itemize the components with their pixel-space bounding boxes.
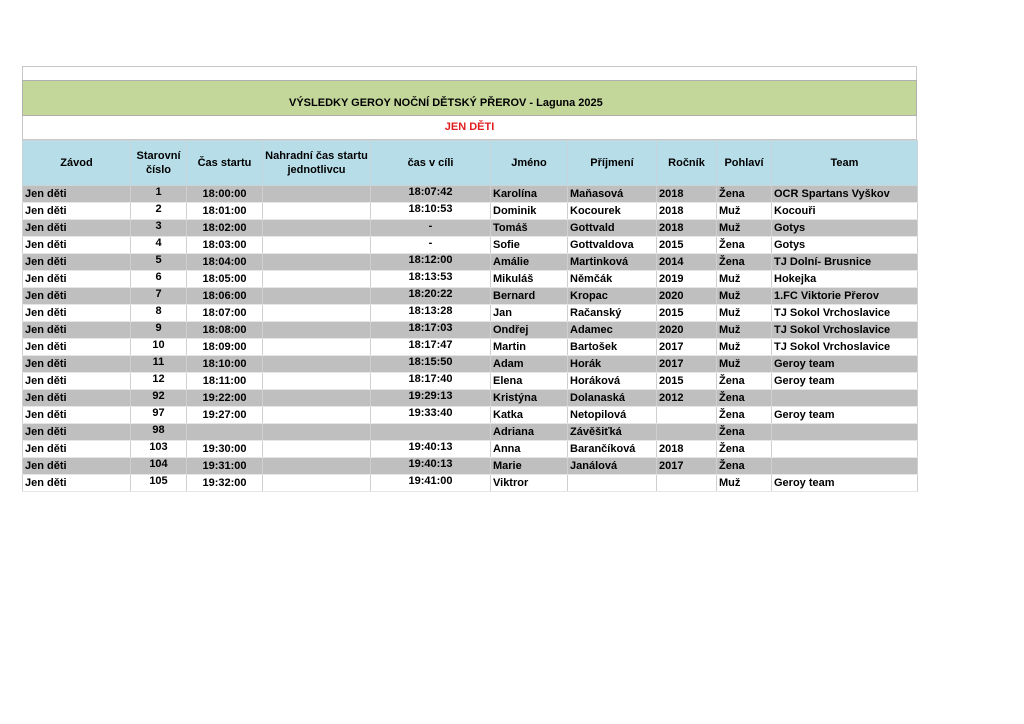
- table-row: [23, 305, 918, 322]
- cell-cislo: 2: [131, 203, 187, 220]
- cell-pohlavi: Muž: [717, 203, 772, 220]
- category-title: JEN DĚTI: [444, 121, 495, 133]
- cell-cas-v-cili: -: [371, 220, 491, 237]
- cell-cislo: 12: [131, 373, 187, 390]
- table-row: [23, 220, 918, 237]
- cell-cas-v-cili: -: [371, 237, 491, 254]
- cell-rocnik: 2015: [657, 237, 717, 254]
- cell-prijmeni: Barančíková: [568, 441, 657, 458]
- cell-zavod: Jen děti: [23, 220, 131, 237]
- cell-zavod: Jen děti: [23, 356, 131, 373]
- table-row: [23, 237, 918, 254]
- header-rocnik: Ročník: [657, 141, 717, 186]
- cell-nahradni-cas: [263, 441, 371, 458]
- cell-team: [772, 441, 918, 458]
- cell-team: Geroy team: [772, 356, 918, 373]
- cell-cas-v-cili: 18:13:28: [371, 305, 491, 322]
- cell-rocnik: 2018: [657, 220, 717, 237]
- cell-zavod: Jen děti: [23, 407, 131, 424]
- cell-prijmeni: Kocourek: [568, 203, 657, 220]
- cell-rocnik: 2014: [657, 254, 717, 271]
- table-row: [23, 271, 918, 288]
- cell-cas-v-cili: 18:17:40: [371, 373, 491, 390]
- cell-cas-v-cili: 18:07:42: [371, 186, 491, 203]
- cell-pohlavi: Žena: [717, 237, 772, 254]
- cell-cas-startu: 18:09:00: [187, 339, 263, 356]
- cell-cas-v-cili: 19:40:13: [371, 458, 491, 475]
- cell-rocnik: [657, 424, 717, 441]
- cell-rocnik: 2017: [657, 356, 717, 373]
- cell-cas-startu: 18:00:00: [187, 186, 263, 203]
- cell-pohlavi: Muž: [717, 271, 772, 288]
- header-cislo: Starovní číslo: [131, 141, 187, 186]
- header-prijmeni: Příjmení: [568, 141, 657, 186]
- cell-prijmeni: Kropac: [568, 288, 657, 305]
- cell-team: Geroy team: [772, 373, 918, 390]
- table-row: [23, 356, 918, 373]
- cell-rocnik: 2018: [657, 441, 717, 458]
- cell-cas-startu: 18:04:00: [187, 254, 263, 271]
- cell-cas-startu: 19:27:00: [187, 407, 263, 424]
- cell-jmeno: Katka: [491, 407, 568, 424]
- cell-jmeno: Kristýna: [491, 390, 568, 407]
- cell-nahradni-cas: [263, 254, 371, 271]
- cell-prijmeni: Adamec: [568, 322, 657, 339]
- cell-cas-v-cili: 19:40:13: [371, 441, 491, 458]
- table-row: [23, 373, 918, 390]
- cell-cislo: 98: [131, 424, 187, 441]
- table-row: [23, 424, 918, 441]
- header-zavod: Závod: [23, 141, 131, 186]
- cell-cas-startu: 18:03:00: [187, 237, 263, 254]
- cell-team: TJ Sokol Vrchoslavice: [772, 339, 918, 356]
- cell-nahradni-cas: [263, 186, 371, 203]
- cell-team: [772, 424, 918, 441]
- cell-cislo: 105: [131, 475, 187, 492]
- cell-nahradni-cas: [263, 475, 371, 492]
- table-row: [23, 288, 918, 305]
- table-row: [23, 441, 918, 458]
- cell-pohlavi: Muž: [717, 356, 772, 373]
- cell-jmeno: Adriana: [491, 424, 568, 441]
- cell-jmeno: Viktror: [491, 475, 568, 492]
- cell-nahradni-cas: [263, 407, 371, 424]
- cell-pohlavi: Muž: [717, 288, 772, 305]
- cell-jmeno: Elena: [491, 373, 568, 390]
- cell-prijmeni: Závěšiťká: [568, 424, 657, 441]
- header-cas-startu: Čas startu: [187, 141, 263, 186]
- cell-nahradni-cas: [263, 322, 371, 339]
- cell-cislo: 10: [131, 339, 187, 356]
- cell-cas-v-cili: 18:17:47: [371, 339, 491, 356]
- cell-cislo: 97: [131, 407, 187, 424]
- cell-cas-v-cili: 18:17:03: [371, 322, 491, 339]
- cell-cas-v-cili: 19:33:40: [371, 407, 491, 424]
- subtitle-row: [22, 116, 917, 140]
- table-row: [23, 407, 918, 424]
- cell-prijmeni: Martinková: [568, 254, 657, 271]
- cell-team: [772, 458, 918, 475]
- cell-rocnik: 2012: [657, 390, 717, 407]
- cell-cas-startu: 18:06:00: [187, 288, 263, 305]
- cell-pohlavi: Muž: [717, 475, 772, 492]
- cell-cislo: 6: [131, 271, 187, 288]
- cell-nahradni-cas: [263, 458, 371, 475]
- results-table: [22, 140, 918, 492]
- cell-jmeno: Marie: [491, 458, 568, 475]
- cell-prijmeni: Horák: [568, 356, 657, 373]
- cell-pohlavi: Žena: [717, 254, 772, 271]
- cell-cas-v-cili: [371, 424, 491, 441]
- cell-rocnik: 2015: [657, 373, 717, 390]
- cell-rocnik: 2020: [657, 322, 717, 339]
- cell-jmeno: Bernard: [491, 288, 568, 305]
- cell-cas-startu: 18:11:00: [187, 373, 263, 390]
- cell-prijmeni: [568, 475, 657, 492]
- cell-jmeno: Sofie: [491, 237, 568, 254]
- cell-team: 1.FC Viktorie Přerov: [772, 288, 918, 305]
- cell-zavod: Jen děti: [23, 254, 131, 271]
- cell-zavod: Jen děti: [23, 458, 131, 475]
- cell-prijmeni: Němčák: [568, 271, 657, 288]
- cell-cas-startu: 18:02:00: [187, 220, 263, 237]
- cell-pohlavi: Žena: [717, 390, 772, 407]
- cell-pohlavi: Žena: [717, 458, 772, 475]
- cell-jmeno: Anna: [491, 441, 568, 458]
- header-jmeno: Jméno: [491, 141, 568, 186]
- cell-cas-startu: 19:32:00: [187, 475, 263, 492]
- cell-rocnik: 2017: [657, 339, 717, 356]
- header-pohlavi: Pohlaví: [717, 141, 772, 186]
- cell-prijmeni: Bartošek: [568, 339, 657, 356]
- cell-zavod: Jen děti: [23, 203, 131, 220]
- results-sheet: [22, 66, 917, 492]
- cell-team: TJ Sokol Vrchoslavice: [772, 305, 918, 322]
- header-team: Team: [772, 141, 918, 186]
- cell-prijmeni: Janálová: [568, 458, 657, 475]
- cell-zavod: Jen děti: [23, 373, 131, 390]
- cell-nahradni-cas: [263, 305, 371, 322]
- cell-prijmeni: Dolanaská: [568, 390, 657, 407]
- cell-pohlavi: Muž: [717, 305, 772, 322]
- cell-cislo: 3: [131, 220, 187, 237]
- cell-cislo: 7: [131, 288, 187, 305]
- header-cas-v-cili: čas v cíli: [371, 141, 491, 186]
- cell-nahradni-cas: [263, 271, 371, 288]
- cell-zavod: Jen děti: [23, 390, 131, 407]
- cell-prijmeni: Horáková: [568, 373, 657, 390]
- cell-jmeno: Ondřej: [491, 322, 568, 339]
- cell-cas-startu: 18:07:00: [187, 305, 263, 322]
- cell-zavod: Jen děti: [23, 424, 131, 441]
- cell-team: TJ Dolní- Brusnice: [772, 254, 918, 271]
- cell-pohlavi: Muž: [717, 339, 772, 356]
- cell-team: Gotys: [772, 220, 918, 237]
- sheet-top-row: [22, 66, 917, 80]
- cell-prijmeni: Gottvaldova: [568, 237, 657, 254]
- cell-jmeno: Adam: [491, 356, 568, 373]
- cell-nahradni-cas: [263, 339, 371, 356]
- cell-zavod: Jen děti: [23, 288, 131, 305]
- cell-cislo: 9: [131, 322, 187, 339]
- cell-team: Geroy team: [772, 475, 918, 492]
- table-row: [23, 203, 918, 220]
- table-row: [23, 254, 918, 271]
- results-body: [23, 186, 918, 492]
- cell-jmeno: Amálie: [491, 254, 568, 271]
- cell-cas-v-cili: 18:12:00: [371, 254, 491, 271]
- cell-rocnik: 2015: [657, 305, 717, 322]
- cell-jmeno: Dominik: [491, 203, 568, 220]
- cell-nahradni-cas: [263, 356, 371, 373]
- cell-rocnik: 2018: [657, 186, 717, 203]
- cell-cislo: 5: [131, 254, 187, 271]
- cell-nahradni-cas: [263, 424, 371, 441]
- cell-jmeno: Tomáš: [491, 220, 568, 237]
- cell-jmeno: Karolína: [491, 186, 568, 203]
- table-row: [23, 186, 918, 203]
- cell-nahradni-cas: [263, 203, 371, 220]
- cell-cas-v-cili: 18:10:53: [371, 203, 491, 220]
- cell-zavod: Jen děti: [23, 305, 131, 322]
- cell-prijmeni: Maňasová: [568, 186, 657, 203]
- cell-jmeno: Jan: [491, 305, 568, 322]
- cell-team: [772, 390, 918, 407]
- cell-nahradni-cas: [263, 390, 371, 407]
- cell-cas-v-cili: 18:13:53: [371, 271, 491, 288]
- cell-cislo: 1: [131, 186, 187, 203]
- cell-pohlavi: Žena: [717, 373, 772, 390]
- cell-jmeno: Mikuláš: [491, 271, 568, 288]
- page-title: VÝSLEDKY GEROY NOČNÍ DĚTSKÝ PŘEROV - Laguna 2025: [289, 97, 603, 109]
- cell-cas-v-cili: 18:20:22: [371, 288, 491, 305]
- cell-team: OCR Spartans Vyškov: [772, 186, 918, 203]
- cell-nahradni-cas: [263, 220, 371, 237]
- header-nahradni-cas: Nahradní čas startu jednotlivcu: [263, 141, 371, 186]
- cell-nahradni-cas: [263, 373, 371, 390]
- cell-cas-startu: 19:30:00: [187, 441, 263, 458]
- table-row: [23, 339, 918, 356]
- cell-zavod: Jen děti: [23, 271, 131, 288]
- title-row: [22, 80, 917, 116]
- cell-rocnik: [657, 407, 717, 424]
- cell-cas-startu: 18:05:00: [187, 271, 263, 288]
- cell-cas-startu: 19:31:00: [187, 458, 263, 475]
- cell-rocnik: 2020: [657, 288, 717, 305]
- cell-rocnik: 2019: [657, 271, 717, 288]
- cell-prijmeni: Gottvald: [568, 220, 657, 237]
- cell-zavod: Jen děti: [23, 475, 131, 492]
- cell-team: TJ Sokol Vrchoslavice: [772, 322, 918, 339]
- table-row: [23, 322, 918, 339]
- table-row: [23, 390, 918, 407]
- cell-zavod: Jen děti: [23, 322, 131, 339]
- cell-pohlavi: Žena: [717, 441, 772, 458]
- cell-team: Hokejka: [772, 271, 918, 288]
- cell-cislo: 8: [131, 305, 187, 322]
- cell-zavod: Jen děti: [23, 237, 131, 254]
- cell-pohlavi: Žena: [717, 424, 772, 441]
- cell-team: Kocouři: [772, 203, 918, 220]
- cell-cislo: 11: [131, 356, 187, 373]
- cell-nahradni-cas: [263, 237, 371, 254]
- cell-pohlavi: Žena: [717, 186, 772, 203]
- cell-zavod: Jen děti: [23, 186, 131, 203]
- cell-rocnik: 2017: [657, 458, 717, 475]
- cell-cas-startu: [187, 424, 263, 441]
- cell-rocnik: [657, 475, 717, 492]
- cell-cas-startu: 18:08:00: [187, 322, 263, 339]
- cell-nahradni-cas: [263, 288, 371, 305]
- cell-rocnik: 2018: [657, 203, 717, 220]
- cell-team: Gotys: [772, 237, 918, 254]
- cell-zavod: Jen děti: [23, 441, 131, 458]
- header-row: [23, 141, 918, 186]
- cell-pohlavi: Muž: [717, 220, 772, 237]
- cell-cislo: 4: [131, 237, 187, 254]
- cell-cislo: 92: [131, 390, 187, 407]
- cell-cas-startu: 18:01:00: [187, 203, 263, 220]
- cell-team: Geroy team: [772, 407, 918, 424]
- cell-cas-v-cili: 19:41:00: [371, 475, 491, 492]
- cell-cislo: 104: [131, 458, 187, 475]
- cell-jmeno: Martin: [491, 339, 568, 356]
- cell-pohlavi: Muž: [717, 322, 772, 339]
- cell-cas-v-cili: 18:15:50: [371, 356, 491, 373]
- table-row: [23, 458, 918, 475]
- cell-cas-startu: 18:10:00: [187, 356, 263, 373]
- cell-prijmeni: Netopilová: [568, 407, 657, 424]
- cell-cislo: 103: [131, 441, 187, 458]
- cell-cas-v-cili: 19:29:13: [371, 390, 491, 407]
- cell-zavod: Jen děti: [23, 339, 131, 356]
- table-row: [23, 475, 918, 492]
- cell-prijmeni: Račanský: [568, 305, 657, 322]
- cell-pohlavi: Žena: [717, 407, 772, 424]
- cell-cas-startu: 19:22:00: [187, 390, 263, 407]
